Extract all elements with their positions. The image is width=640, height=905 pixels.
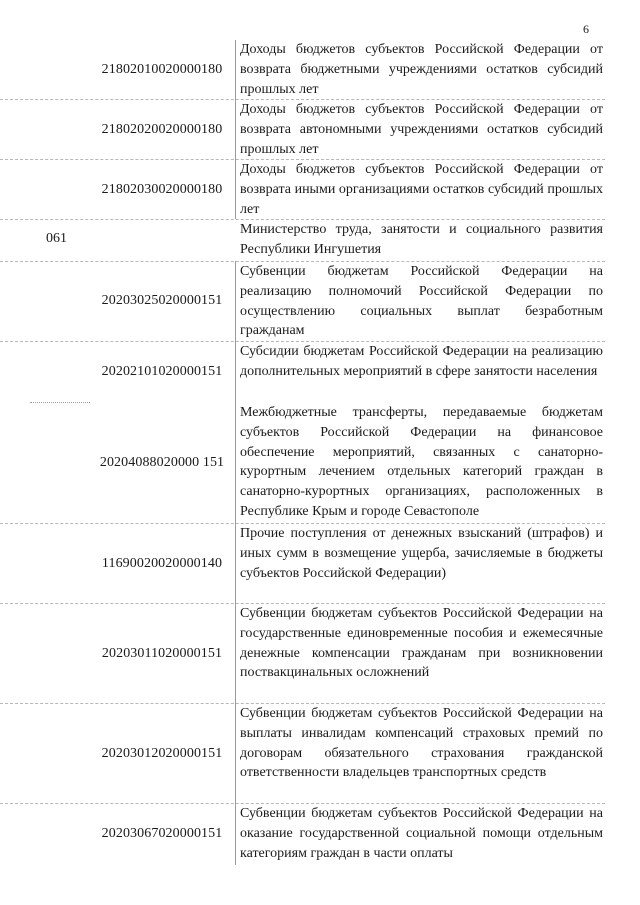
budget-code: 20202101020000151: [101, 364, 223, 379]
budget-code: 20203011020000151: [101, 646, 223, 661]
table-row: [0, 523, 640, 603]
column-divider: [235, 703, 236, 803]
budget-code: 20203025020000151: [101, 293, 223, 308]
administrator-code: 061: [46, 231, 67, 246]
page-number: 6: [583, 22, 589, 36]
budget-code: 20203067020000151: [101, 826, 223, 841]
table-row: [0, 99, 640, 159]
column-divider: [235, 341, 236, 402]
table-row: [0, 341, 640, 402]
code-description: Субсидии бюджетам Российской Федерации на реализацию дополнительных мероприятий в сфере занятости населения: [240, 344, 603, 379]
code-description: Министерство труда, занятости и социального развития Республики Ингушетия: [240, 222, 603, 257]
code-description: Субвенции бюджетам Российской Федерации на реализацию полномочий Российской Федерации по осуществлению социальных выплат безработным гражданам: [240, 264, 603, 339]
budget-code: 21802020020000180: [101, 122, 223, 137]
column-divider: [235, 261, 236, 341]
code-description: Субвенции бюджетам субъектов Российской Федерации на оказание государственной социальной помощи отдельным категориям граждан в части оплаты: [240, 806, 603, 861]
column-divider: [235, 40, 236, 99]
table-row: [0, 261, 640, 341]
code-description: Доходы бюджетов субъектов Российской Федерации от возврата иными организациями остатков субсидий прошлых лет: [240, 162, 603, 217]
table-row: [0, 402, 640, 523]
column-divider: [235, 603, 236, 703]
budget-code: 21802010020000180: [101, 62, 223, 77]
code-description: Доходы бюджетов субъектов Российской Федерации от возврата автономными учреждениями остатков субсидий прошлых лет: [240, 102, 603, 157]
code-description: Доходы бюджетов субъектов Российской Федерации от возврата бюджетными учреждениями остатков субсидий прошлых лет: [240, 42, 603, 97]
code-description: Субвенции бюджетам субъектов Российской Федерации на государственные единовременные пособия и ежемесячные денежные компенсации гражданам при возникновении поствакцинальных осложнений: [240, 606, 603, 681]
code-description: Прочие поступления от денежных взысканий (штрафов) и иных сумм в возмещение ущерба, зачисляемые в бюджеты субъектов Российской Федерации): [240, 526, 603, 581]
table-row: [0, 803, 640, 865]
column-divider: [235, 159, 236, 219]
code-description: Субвенции бюджетам субъектов Российской Федерации на выплаты инвалидам компенсаций страховых премий по договорам обязательного страхования гражданской ответственности владельцев транспортных средств: [240, 706, 603, 781]
table-row: [0, 159, 640, 219]
budget-code: 11690020020000140: [101, 556, 223, 571]
column-divider: [235, 803, 236, 865]
table-row: [0, 40, 640, 99]
code-description: Межбюджетные трансферты, передаваемые бюджетам субъектов Российской Федерации на финансовое обеспечение мероприятий, связанных с санаторно-курортным лечением отдельных категорий граждан в санаторно-курортных организациях, расположенных в Республике Крым и городе Севастополе: [240, 405, 603, 519]
budget-code: 20203012020000151: [101, 746, 223, 761]
budget-code: 20204088020000 151: [99, 455, 225, 470]
table-row: [0, 219, 640, 261]
budget-code: 21802030020000180: [101, 182, 223, 197]
column-divider: [235, 402, 236, 523]
column-divider: [235, 523, 236, 603]
table-row: [0, 703, 640, 803]
column-divider: [235, 99, 236, 159]
table-row: [0, 603, 640, 703]
revenue-codes-table: [0, 40, 640, 865]
